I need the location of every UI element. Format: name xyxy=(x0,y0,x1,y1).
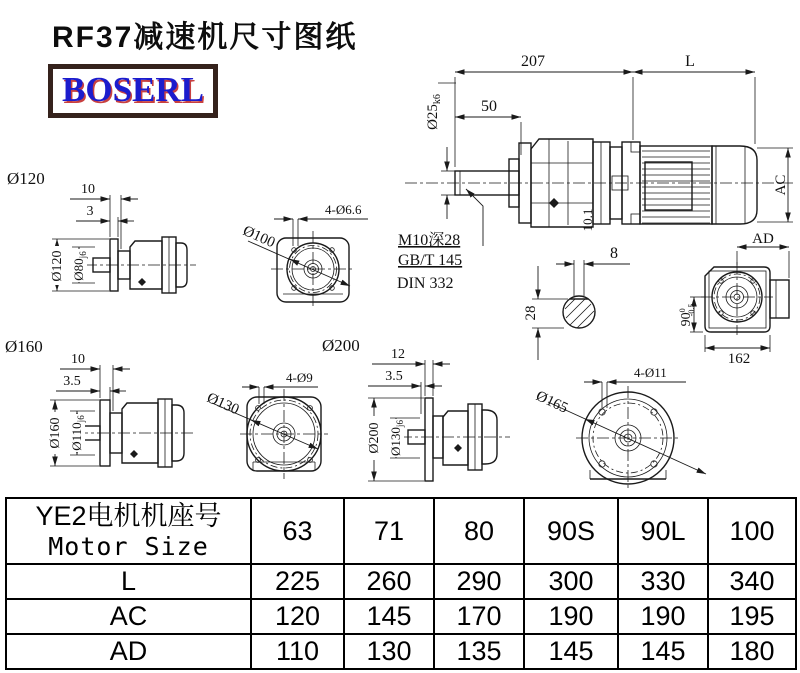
table-cell: 145 xyxy=(344,599,434,634)
dim-flange-160: Ø160 xyxy=(48,417,63,449)
dim-spigot-80: $Ø80_{j6}$ xyxy=(71,251,88,281)
table-cell: 340 xyxy=(708,564,796,599)
label-o160: Ø160 xyxy=(5,337,43,356)
table-col-100: 100 xyxy=(708,498,796,564)
table-col-71: 71 xyxy=(344,498,434,564)
dim-spigot-130: $Ø130_{j6}$ xyxy=(388,420,405,456)
dim-162: 162 xyxy=(727,351,751,367)
main-side-view xyxy=(405,53,793,246)
table-col-90l: 90L xyxy=(618,498,708,564)
table-row-AD xyxy=(6,634,796,669)
table-cell: 110 xyxy=(251,634,344,669)
table-cell: 290 xyxy=(434,564,524,599)
dim-L: L xyxy=(685,53,695,70)
header-cn: YE2电机机座号 xyxy=(35,501,222,531)
shaft-key-section xyxy=(523,245,630,360)
dim-10-1: 10.1 xyxy=(580,208,595,232)
table-row-AC xyxy=(6,599,796,634)
dim-circle-130: Ø130 xyxy=(204,390,242,419)
dim-key-width: 8 xyxy=(610,245,618,262)
dim-AC: AC xyxy=(773,174,789,196)
table-cell: 195 xyxy=(708,599,796,634)
label-o200: Ø200 xyxy=(322,336,360,355)
dim-flange-200: Ø200 xyxy=(367,422,382,454)
table-cell: 180 xyxy=(708,634,796,669)
dim-holes-165: 4-Ø11 xyxy=(634,365,667,380)
note-din: DIN 332 xyxy=(397,275,454,292)
row-label-AD: AD xyxy=(6,634,251,669)
flange-100-front-view xyxy=(240,202,368,307)
dim-holes-130: 4-Ø9 xyxy=(286,370,313,385)
dim-3-5: 3.5 xyxy=(63,374,81,389)
flange-130-front-view xyxy=(204,370,328,479)
note-thread: M10深28 xyxy=(398,232,461,249)
dim-key-height: 28 xyxy=(523,305,539,321)
dim-3: 3 xyxy=(86,204,94,219)
motor-size-table xyxy=(5,497,797,670)
note-gbt: GB/T 145 xyxy=(398,252,463,269)
dim-207: 207 xyxy=(521,53,545,70)
table-cell: 260 xyxy=(344,564,434,599)
flange-120-side-view xyxy=(7,169,196,293)
dim-3-5: 3.5 xyxy=(385,369,403,384)
page-title: RF37减速机尺寸图纸 xyxy=(52,21,358,54)
flange-165-front-view xyxy=(533,365,706,490)
dim-spigot-110: $Ø110_{j6}$ xyxy=(69,415,86,451)
dim-circle-100: Ø100 xyxy=(240,223,278,252)
label-o120: Ø120 xyxy=(7,169,45,188)
row-label-AC: AC xyxy=(6,599,251,634)
thread-note xyxy=(397,231,462,292)
table-col-90s: 90S xyxy=(524,498,618,564)
drain-plug-icon xyxy=(549,198,559,208)
dim-holes-100: 4-Ø6.6 xyxy=(325,202,362,217)
dim-10: 10 xyxy=(81,182,95,197)
table-col-63: 63 xyxy=(251,498,344,564)
row-label-L: L xyxy=(6,564,251,599)
motor-rear-view xyxy=(678,231,789,367)
table-row-L xyxy=(6,564,796,599)
table-cell: 225 xyxy=(251,564,344,599)
table-cell: 120 xyxy=(251,599,344,634)
flange-200-side-view xyxy=(367,347,510,481)
table-cell: 130 xyxy=(344,634,434,669)
table-cell: 300 xyxy=(524,564,618,599)
dim-flange-120: Ø120 xyxy=(50,250,65,282)
table-cell: 190 xyxy=(524,599,618,634)
dim-10: 10 xyxy=(71,352,85,367)
table-cell: 145 xyxy=(618,634,708,669)
table-header-row xyxy=(6,498,796,564)
header-en: Motor Size xyxy=(48,532,209,561)
table-col-80: 80 xyxy=(434,498,524,564)
table-cell: 170 xyxy=(434,599,524,634)
dim-12: 12 xyxy=(391,347,405,362)
table-cell: 145 xyxy=(524,634,618,669)
dim-90: $90^0-0.5$ xyxy=(678,303,696,327)
dim-circle-165: Ø165 xyxy=(533,388,571,417)
dim-50: 50 xyxy=(481,98,497,115)
table-cell: 330 xyxy=(618,564,708,599)
table-cell: 135 xyxy=(434,634,524,669)
table-header-motor-size xyxy=(6,498,251,564)
flange-160-side-view xyxy=(5,337,196,467)
table-cell: 190 xyxy=(618,599,708,634)
dim-AD: AD xyxy=(752,231,774,247)
brand-logo-text: BOSERL xyxy=(62,70,204,109)
dim-shaft-dia: $Ø25_{k6}$ xyxy=(425,94,443,130)
